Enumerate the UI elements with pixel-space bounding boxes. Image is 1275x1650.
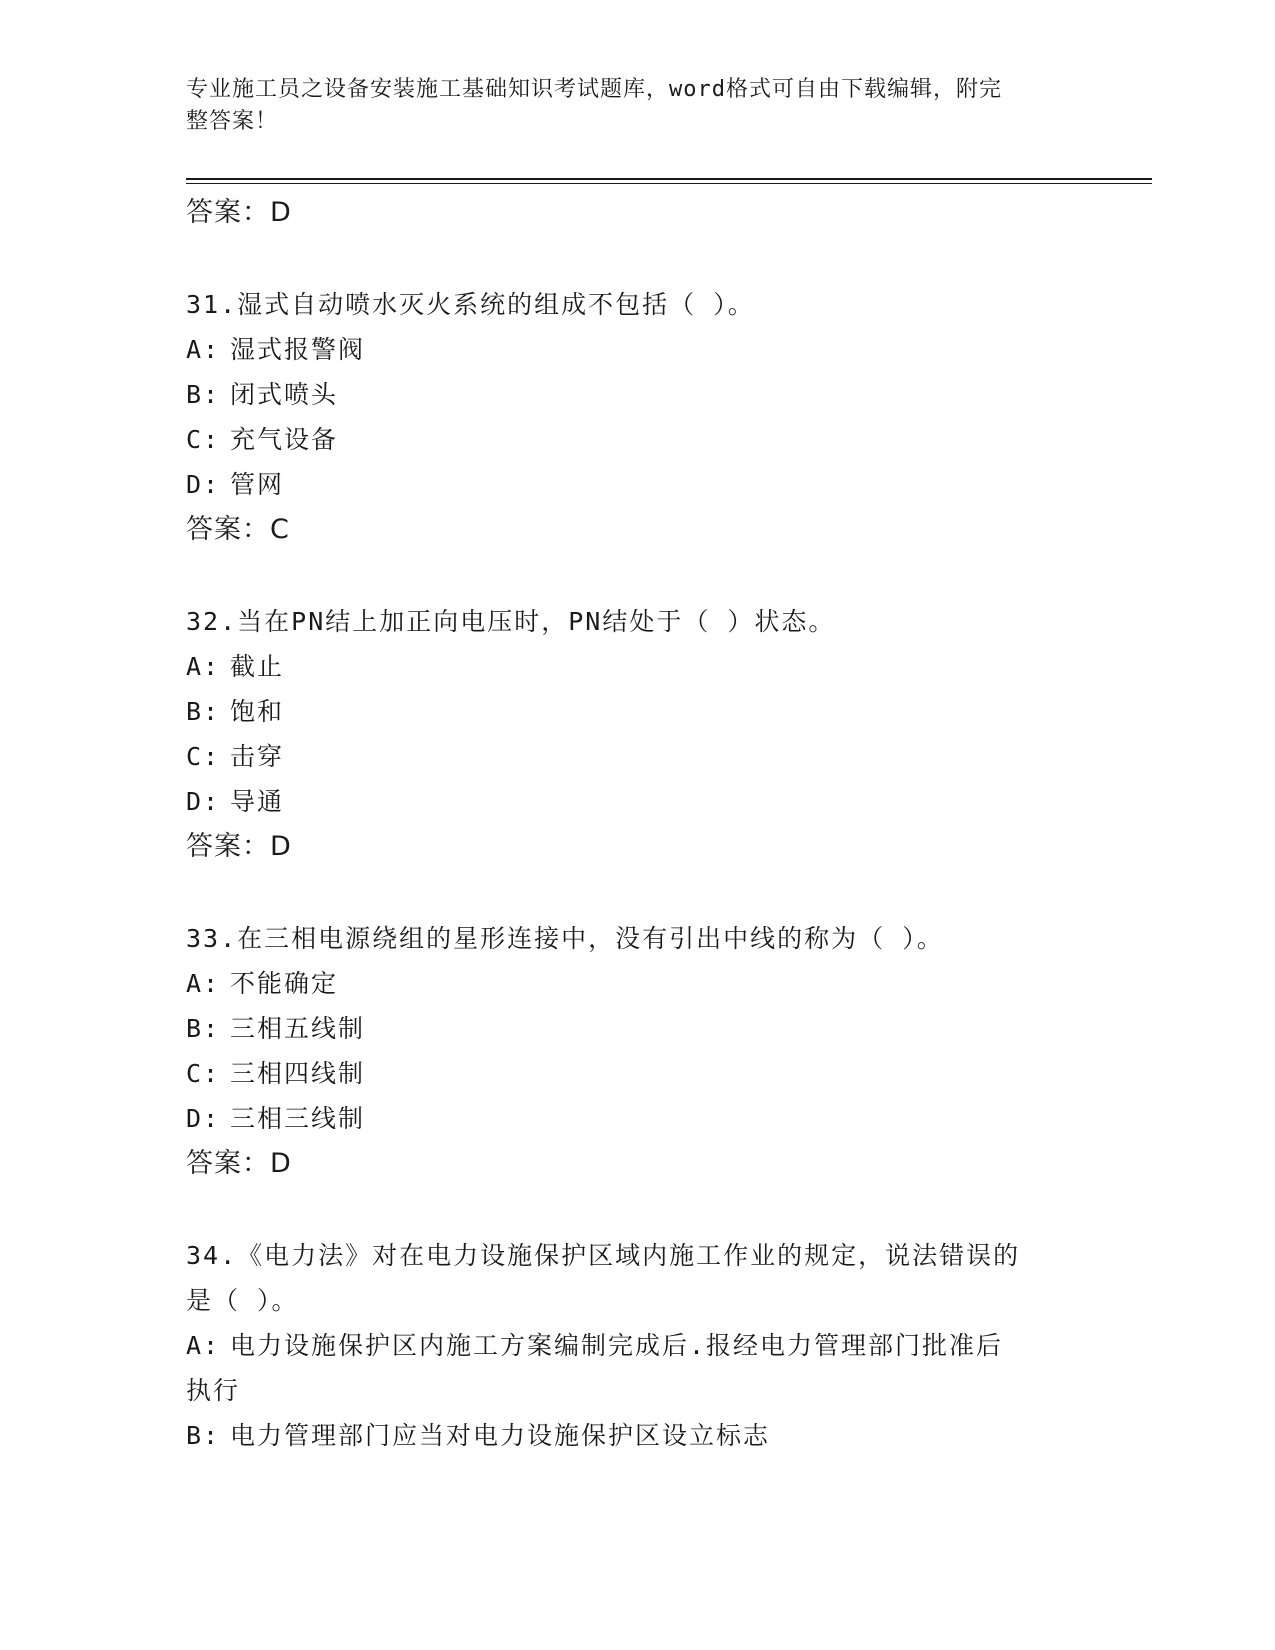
question-stem: 33.在三相电源绕组的星形连接中，没有引出中线的称为（ ）。: [186, 924, 944, 953]
option-letter: D:: [186, 787, 221, 816]
option-b: [186, 1006, 1086, 1051]
option-letter: C:: [186, 425, 221, 454]
option-d: [186, 779, 1086, 824]
question-31: [186, 282, 1086, 553]
answer-line: 答案：C: [186, 514, 290, 545]
option-text: 闭式喷头: [230, 380, 339, 409]
option-letter: D:: [186, 1104, 221, 1133]
header-divider-thin: [186, 183, 1152, 184]
option-a: [186, 961, 1086, 1006]
header-line-1: 专业施工员之设备安装施工基础知识考试题库，word格式可自由下载编辑，附完: [186, 77, 1002, 102]
option-b: [186, 372, 1086, 417]
question-stem-line-1: 34.《电力法》对在电力设施保护区域内施工作业的规定，说法错误的: [186, 1241, 1021, 1270]
option-d: [186, 462, 1086, 507]
option-letter: B:: [186, 697, 221, 726]
option-letter: B:: [186, 1421, 221, 1450]
option-text: 截止: [230, 652, 285, 681]
question-33: [186, 916, 1086, 1187]
option-letter: B:: [186, 380, 221, 409]
question-list: [186, 190, 1086, 1458]
option-text: 饱和: [230, 697, 285, 726]
answer-line: 答案：D: [186, 197, 292, 228]
option-text: 三相五线制: [230, 1014, 366, 1043]
option-c: [186, 1051, 1086, 1096]
option-letter: B:: [186, 1014, 221, 1043]
option-a-continued: 执行: [186, 1376, 241, 1405]
question-32: [186, 599, 1086, 870]
option-a: [186, 644, 1086, 689]
option-text: 电力管理部门应当对电力设施保护区设立标志: [230, 1421, 771, 1450]
option-text: 充气设备: [230, 425, 339, 454]
question-stem: 31.湿式自动喷水灭火系统的组成不包括（ ）。: [186, 290, 755, 319]
header-divider-thick: [186, 178, 1152, 180]
option-a: [186, 1323, 1086, 1368]
option-b: [186, 689, 1086, 734]
option-text: 电力设施保护区内施工方案编制完成后.报经电力管理部门批准后: [230, 1331, 1004, 1360]
question-stem: 32.当在PN结上加正向电压时，PN结处于（ ）状态。: [186, 607, 836, 636]
option-letter: A:: [186, 335, 221, 364]
question-stem-line-2: 是（ ）。: [186, 1286, 299, 1315]
option-letter: D:: [186, 470, 221, 499]
option-text: 管网: [230, 470, 285, 499]
option-letter: C:: [186, 1059, 221, 1088]
document-header: [186, 74, 1066, 138]
option-letter: A:: [186, 969, 221, 998]
answer-line: 答案：D: [186, 831, 292, 862]
option-text: 导通: [230, 787, 285, 816]
option-text: 击穿: [230, 742, 285, 771]
answer-line: 答案：D: [186, 1148, 292, 1179]
question-34: [186, 1233, 1086, 1458]
option-c: [186, 734, 1086, 779]
option-text: 三相三线制: [230, 1104, 366, 1133]
option-letter: A:: [186, 1331, 221, 1360]
option-d: [186, 1096, 1086, 1141]
option-letter: A:: [186, 652, 221, 681]
option-b: [186, 1413, 1086, 1458]
option-letter: C:: [186, 742, 221, 771]
option-text: 不能确定: [230, 969, 339, 998]
option-a: [186, 327, 1086, 372]
option-text: 湿式报警阀: [230, 335, 366, 364]
header-line-2: 整答案！: [186, 109, 279, 134]
option-c: [186, 417, 1086, 462]
option-text: 三相四线制: [230, 1059, 366, 1088]
